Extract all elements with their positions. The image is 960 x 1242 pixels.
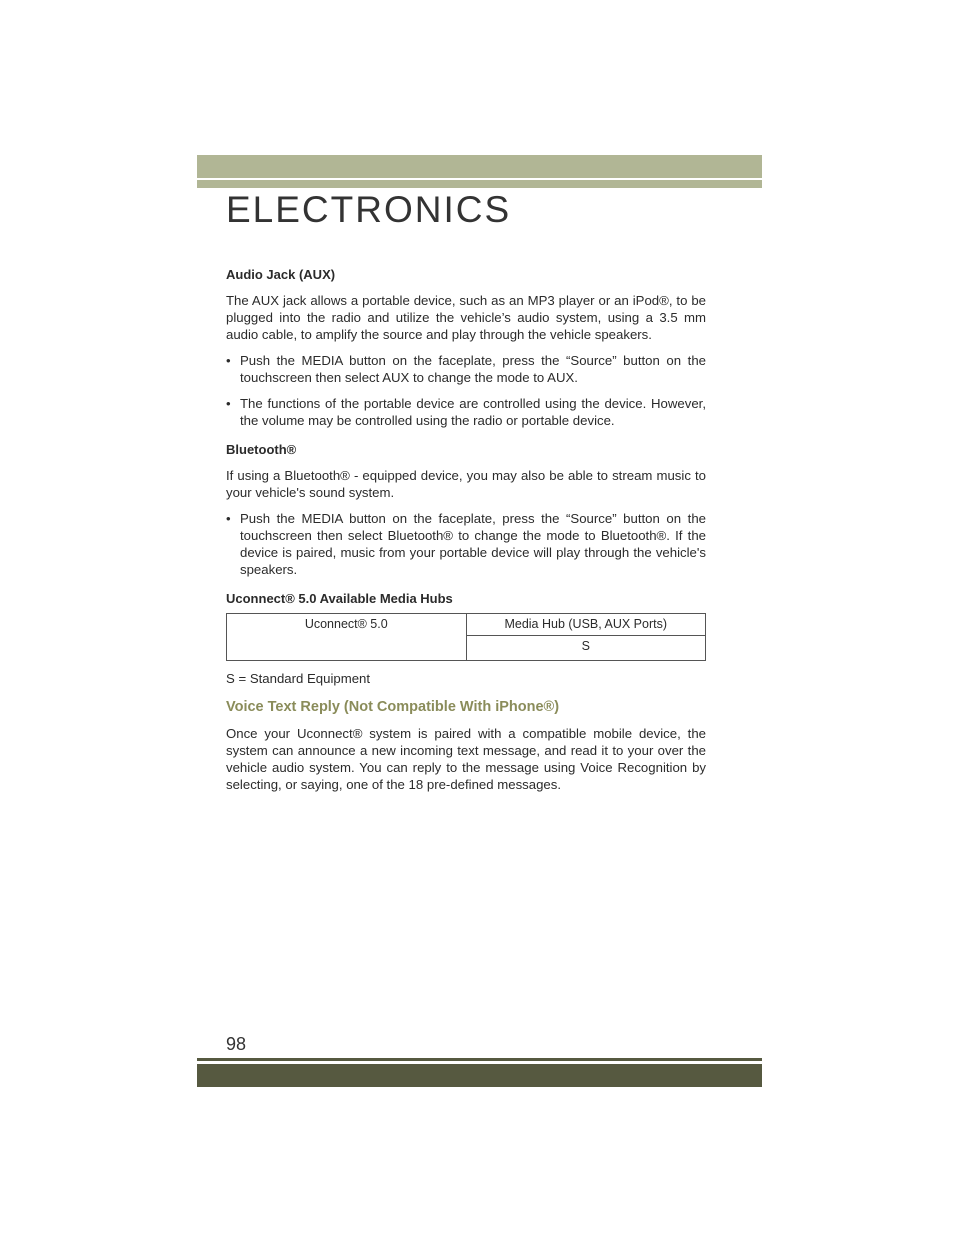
- bluetooth-intro: If using a Bluetooth® - equipped device, you may also be able to stream music to your vehicle's sound system.: [226, 468, 706, 500]
- audio-jack-bullet-1: Push the MEDIA button on the faceplate, press the “Source” button on the touchscreen then select AUX to change the mode to AUX.: [240, 353, 706, 385]
- page-number: 98: [226, 1034, 247, 1054]
- table-cell-value: S: [466, 636, 706, 661]
- table-row-label: Uconnect® 5.0: [227, 614, 467, 661]
- audio-jack-heading: Audio Jack (AUX): [226, 267, 336, 282]
- list-item: • Push the MEDIA button on the faceplate, press the “Source” button on the touchscreen then select AUX to change the mode to AUX.: [226, 353, 706, 385]
- section-title: ELECTRONICS: [226, 189, 512, 230]
- table-column-header: Media Hub (USB, AUX Ports): [466, 614, 706, 636]
- voice-text-heading: Voice Text Reply (Not Compatible With iPhone®): [226, 699, 560, 715]
- header-rule: [197, 180, 762, 188]
- bluetooth-heading: Bluetooth®: [226, 442, 297, 457]
- footer-band: [197, 1064, 762, 1087]
- bluetooth-bullet-1: Push the MEDIA button on the faceplate, press the “Source” button on the touchscreen then select Bluetooth® to change the mode to Bluetooth®. If the device is paired, music from your portable device will play through the vehicle's speakers.: [240, 511, 706, 577]
- page-content: [226, 266, 706, 793]
- list-item: • Push the MEDIA button on the faceplate, press the “Source” button on the touchscreen then select Bluetooth® to change the mode to Bluetooth®. If the device is paired, music from your portable device will play through the vehicle's speakers.: [226, 511, 706, 577]
- header-band: [197, 155, 762, 178]
- media-hubs-heading: Uconnect® 5.0 Available Media Hubs: [226, 591, 453, 606]
- audio-jack-bullet-2: The functions of the portable device are controlled using the device. However, the volume may be controlled using the radio or portable device.: [240, 396, 706, 428]
- audio-jack-intro: The AUX jack allows a portable device, such as an MP3 player or an iPod®, to be plugged into the radio and utilize the vehicle’s audio system, using a 3.5 mm audio cable, to amplify the source and play through the vehicle speakers.: [226, 293, 706, 342]
- media-hubs-table: [226, 613, 706, 661]
- list-item: • The functions of the portable device are controlled using the device. However, the volume may be controlled using the radio or portable device.: [226, 396, 706, 428]
- footer-rule: [197, 1058, 762, 1061]
- table-legend: S = Standard Equipment: [226, 671, 371, 686]
- voice-text-body: Once your Uconnect® system is paired with a compatible mobile device, the system can announce a new incoming text message, and read it to your over the vehicle audio system. You can reply to the message using Voice Recognition by selecting, or saying, one of the 18 pre-defined messages.: [226, 726, 706, 792]
- table-row: [227, 614, 706, 636]
